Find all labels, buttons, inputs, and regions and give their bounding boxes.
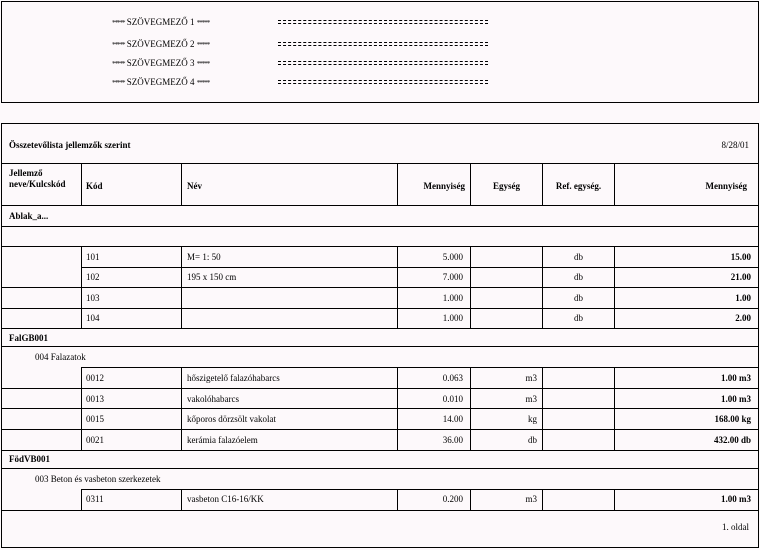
header-field-3: [112, 57, 488, 69]
row-quantity: 7.000: [442, 272, 463, 282]
row-code: 104: [86, 313, 100, 323]
column-header-code: Kód: [86, 181, 103, 191]
header-fields-panel: [1, 1, 759, 103]
header-field-4: [112, 76, 488, 88]
row-quantity: 5.000: [442, 252, 463, 262]
row-unit: db: [528, 435, 537, 445]
header-field-label: ***** SZÖVEGMEZŐ 1 *****: [112, 17, 210, 27]
row-ref-unit: db: [574, 272, 583, 282]
header-field-label: ***** SZÖVEGMEZŐ 2 *****: [112, 39, 210, 49]
group-name: FalGB001: [9, 333, 49, 343]
row-unit: m3: [525, 373, 537, 383]
divider: [2, 328, 758, 329]
group-name: Ablak_a...: [9, 211, 49, 221]
header-field-label: ***** SZÖVEGMEZŐ 4 *****: [112, 77, 210, 87]
divider: [2, 287, 758, 288]
group-subheading: 004 Falazatok: [35, 352, 86, 362]
row-code: 103: [86, 293, 100, 303]
column-header-quantity: Mennyiség: [423, 181, 465, 191]
header-field-label: ***** SZÖVEGMEZŐ 3 *****: [112, 58, 210, 68]
row-quantity: 0.200: [442, 494, 463, 504]
divider: [2, 308, 758, 309]
row-name: 195 x 150 cm: [187, 272, 237, 282]
row-total: 21.00: [730, 272, 751, 282]
divider: [2, 408, 758, 409]
column-header-name: Név: [187, 181, 202, 191]
row-unit: m3: [525, 494, 537, 504]
divider: [2, 388, 758, 389]
divider: [2, 163, 758, 164]
row-name: M= 1: 50: [187, 252, 221, 262]
row-quantity: 1.000: [442, 293, 463, 303]
row-unit: kg: [528, 414, 537, 424]
divider: [2, 429, 758, 430]
group-name: FödVB001: [9, 454, 51, 464]
header-field-value-placeholder: [278, 41, 488, 47]
column-divider: [181, 489, 182, 510]
row-total: 1.00 m3: [721, 494, 751, 504]
row-name: kőporos dörzsölt vakolat: [187, 414, 276, 424]
column-header-total-quantity: Mennyiség: [705, 181, 747, 191]
row-quantity: 36.00: [442, 435, 463, 445]
row-code: 0021: [86, 435, 104, 445]
header-field-1: [112, 16, 488, 28]
row-total: 2.00: [735, 313, 751, 323]
row-unit: m3: [525, 394, 537, 404]
row-name: hőszigetelő falazóhabarcs: [187, 373, 280, 383]
row-total: 15.00: [730, 252, 751, 262]
divider: [2, 468, 758, 469]
report-date: 8/28/01: [721, 140, 749, 150]
divider: [2, 346, 758, 347]
row-ref-unit: db: [574, 313, 583, 323]
row-code: 0311: [86, 494, 104, 504]
column-divider: [542, 367, 543, 450]
row-total: 1.00 m3: [721, 373, 751, 383]
row-name: vakolóhabarcs: [187, 394, 239, 404]
column-divider: [81, 367, 82, 450]
row-total: 1.00 m3: [721, 394, 751, 404]
divider: [81, 489, 758, 490]
header-field-value-placeholder: [278, 60, 488, 66]
column-divider: [181, 163, 182, 205]
row-ref-unit: db: [574, 293, 583, 303]
group-subheading: 003 Beton és vasbeton szerkezetek: [35, 474, 161, 484]
header-field-value-placeholder: [278, 79, 488, 85]
row-ref-unit: db: [574, 252, 583, 262]
row-total: 168.00 kg: [714, 414, 751, 424]
column-divider: [81, 246, 82, 328]
divider: [2, 246, 758, 247]
header-field-2: [112, 38, 488, 50]
divider: [81, 367, 758, 368]
column-divider: [181, 367, 182, 450]
divider: [2, 450, 758, 451]
row-quantity: 0.063: [442, 373, 463, 383]
row-quantity: 1.000: [442, 313, 463, 323]
column-divider: [542, 489, 543, 510]
divider: [2, 205, 758, 206]
row-total: 1.00: [735, 293, 751, 303]
column-divider: [81, 163, 82, 205]
report-title: Összetevőlista jellemzők szerint: [9, 140, 131, 150]
column-header-ref-unit: Ref. egység.: [555, 181, 602, 191]
column-divider: [470, 246, 471, 328]
row-name: kerámia falazóelem: [187, 435, 258, 445]
row-quantity: 14.00: [442, 414, 463, 424]
row-code: 0015: [86, 414, 104, 424]
column-divider: [81, 489, 82, 510]
row-code: 0012: [86, 373, 104, 383]
row-total: 432.00 db: [713, 435, 751, 445]
divider: [81, 267, 758, 268]
column-header-attribute: Jellemző neve/Kulcskód: [9, 168, 66, 189]
row-name: vasbeton C16-16/KK: [187, 494, 264, 504]
row-code: 102: [86, 272, 100, 282]
column-header-unit: Egység: [493, 181, 520, 191]
divider: [2, 226, 758, 227]
row-code: 101: [86, 252, 100, 262]
row-quantity: 0.010: [442, 394, 463, 404]
row-code: 0013: [86, 394, 104, 404]
header-field-value-placeholder: [278, 19, 488, 25]
page-number: 1. oldal: [722, 522, 749, 532]
report-panel: [1, 123, 759, 548]
column-divider: [181, 246, 182, 328]
divider: [2, 510, 758, 511]
